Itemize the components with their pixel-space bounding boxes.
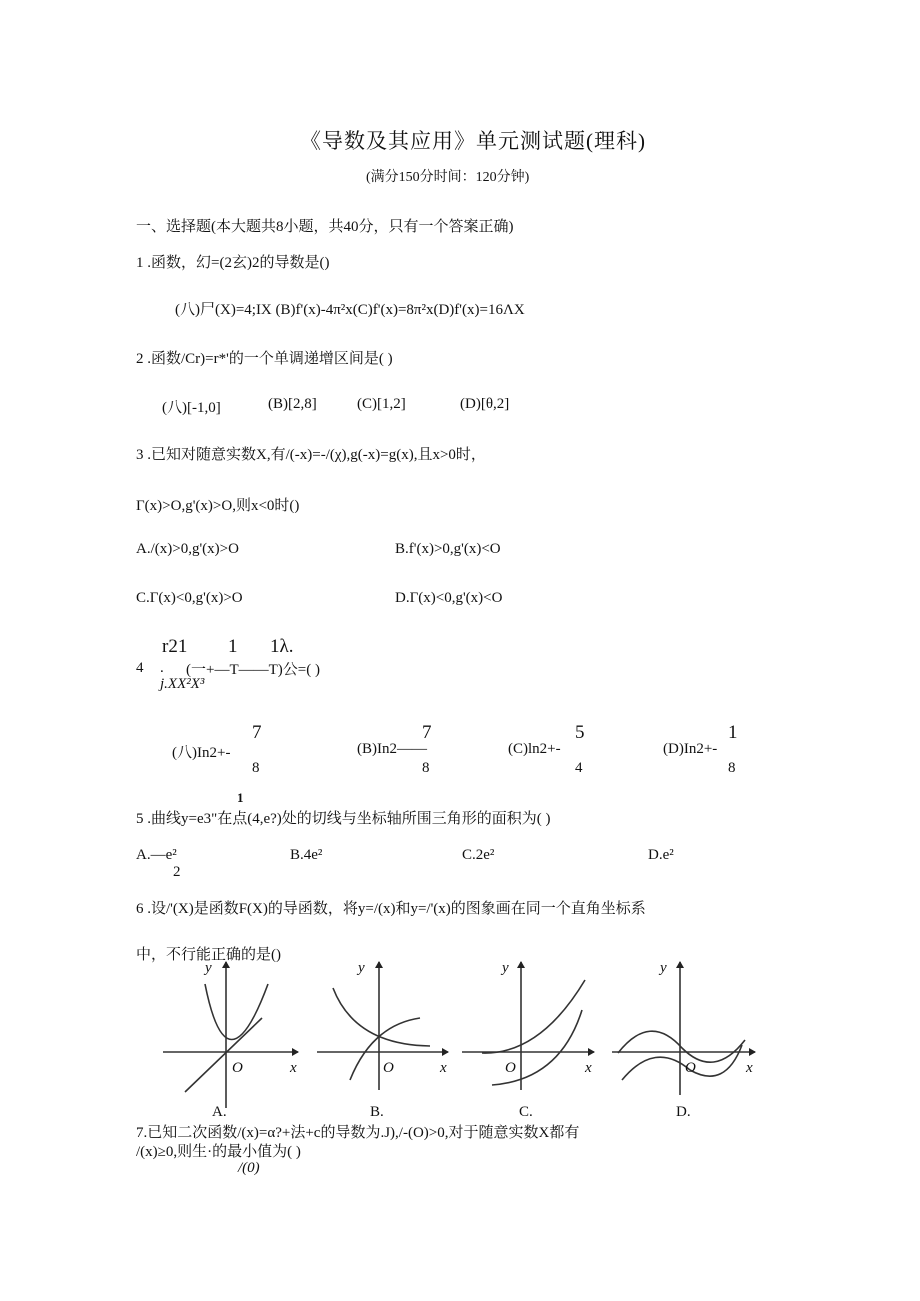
q4-option-d: (D)In2+-: [663, 741, 718, 757]
q4-c-denominator: 4: [575, 760, 583, 776]
graph-a-origin: O: [232, 1060, 243, 1076]
q2-option-d: (D)[θ,2]: [460, 396, 510, 412]
q4-number: 4: [136, 660, 144, 676]
q2-option-c: (C)[1,2]: [357, 396, 406, 412]
graph-d-origin: O: [685, 1060, 696, 1076]
q4-b-numerator: 7: [422, 722, 432, 743]
graph-a: [163, 962, 298, 1108]
q3-option-d: D.Γ(x)<0,g'(x)<O: [395, 590, 503, 606]
q1-stem: 1 .函数，幻=(2玄)2的导数是(): [136, 255, 330, 271]
q5-option-b: B.4e²: [290, 847, 323, 863]
q4-b-denominator: 8: [422, 760, 430, 776]
graph-c-label: C.: [519, 1104, 533, 1120]
graph-b-x-label: x: [440, 1060, 447, 1076]
q4-dot: .: [160, 660, 164, 676]
graph-d-x-label: x: [746, 1060, 753, 1076]
q4-top-1: r21: [162, 636, 188, 657]
graph-c-y-label: y: [502, 960, 509, 976]
q7-stem: 7.已知二次函数/(x)=α?+法+c的导数为.J),/-(O)>0,对于随意实数X都有: [136, 1125, 580, 1141]
graph-b-y-label: y: [358, 960, 365, 976]
q3-option-c: C.Γ(x)<0,g'(x)>O: [136, 590, 243, 606]
graph-c-x-label: x: [585, 1060, 592, 1076]
graph-b-label: B.: [370, 1104, 384, 1120]
q6-stem-continued: 中，不行能正确的是(): [136, 947, 281, 963]
q6-stem: 6 .设/'(X)是函数F(X)的导函数，将y=/(x)和y=/'(x)的图象画在同一个直角坐标系: [136, 901, 646, 917]
q3-stem: 3 .已知对随意实数X,有/(-x)=-/(χ),g(-x)=g(x),且x>0时，: [136, 447, 486, 463]
q5-a-denominator: 2: [173, 864, 181, 880]
q2-option-b: (B)[2,8]: [268, 396, 317, 412]
q2-option-a: (八)[-1,0]: [162, 400, 221, 416]
q4-top-3: 1λ.: [270, 636, 294, 657]
q5-option-d: D.e²: [648, 847, 674, 863]
q4-denominators: j.XX²X³: [160, 676, 205, 692]
q5-option-c: C.2e²: [462, 847, 495, 863]
graph-a-x-label: x: [290, 1060, 297, 1076]
graph-d-label: D.: [676, 1104, 691, 1120]
graph-d: [612, 962, 755, 1095]
section-heading: 一、选择题(本大题共8小题，共40分，只有一个答案正确): [136, 219, 514, 235]
q4-option-a: (八)In2+-: [172, 745, 231, 761]
q4-integrand: (一+—T——T)公=( ): [186, 662, 320, 678]
q5-option-a: A.—e²: [136, 847, 177, 863]
q4-d-denominator: 8: [728, 760, 736, 776]
graph-c: [462, 962, 594, 1090]
q4-a-numerator: 7: [252, 722, 262, 743]
q7-stem-continued: /(x)≥0,则生·的最小值为( ): [136, 1144, 301, 1160]
q4-option-b: (B)In2——: [357, 741, 427, 757]
graph-b-origin: O: [383, 1060, 394, 1076]
q2-stem: 2 .函数/Cr)=r*'的一个单调递增区间是( ): [136, 351, 393, 367]
q3-condition: Γ(x)>O,g'(x)>O,则x<0时(): [136, 498, 300, 514]
q5-stem: 5 .曲线y=e3"在点(4,e?)处的切线与坐标轴所围三角形的面积为( ): [136, 811, 551, 827]
page-title: 《导数及其应用》单元测试题(理科): [300, 129, 646, 153]
graph-c-origin: O: [505, 1060, 516, 1076]
graph-d-y-label: y: [660, 960, 667, 976]
q1-options: (八)尸(X)=4;IX (B)f'(x)-4π²x(C)f'(x)=8π²x(D)f'(x)=16ΛX: [175, 302, 525, 318]
q4-a-denominator: 8: [252, 760, 260, 776]
q3-option-a: A./(x)>0,g'(x)>O: [136, 541, 239, 557]
graph-a-y-label: y: [205, 960, 212, 976]
q4-d-numerator: 1: [728, 722, 738, 743]
q4-c-numerator: 5: [575, 722, 585, 743]
graph-a-label: A.: [212, 1104, 227, 1120]
q4-top-2: 1: [228, 636, 238, 657]
page-subtitle: (满分150分时间：120分钟): [366, 170, 530, 185]
q4-option-c: (C)ln2+-: [508, 741, 561, 757]
q5-superscript: 1: [237, 790, 244, 805]
q3-option-b: B.f'(x)>0,g'(x)<O: [395, 541, 501, 557]
q7-fraction-denominator: /(0): [238, 1160, 260, 1176]
